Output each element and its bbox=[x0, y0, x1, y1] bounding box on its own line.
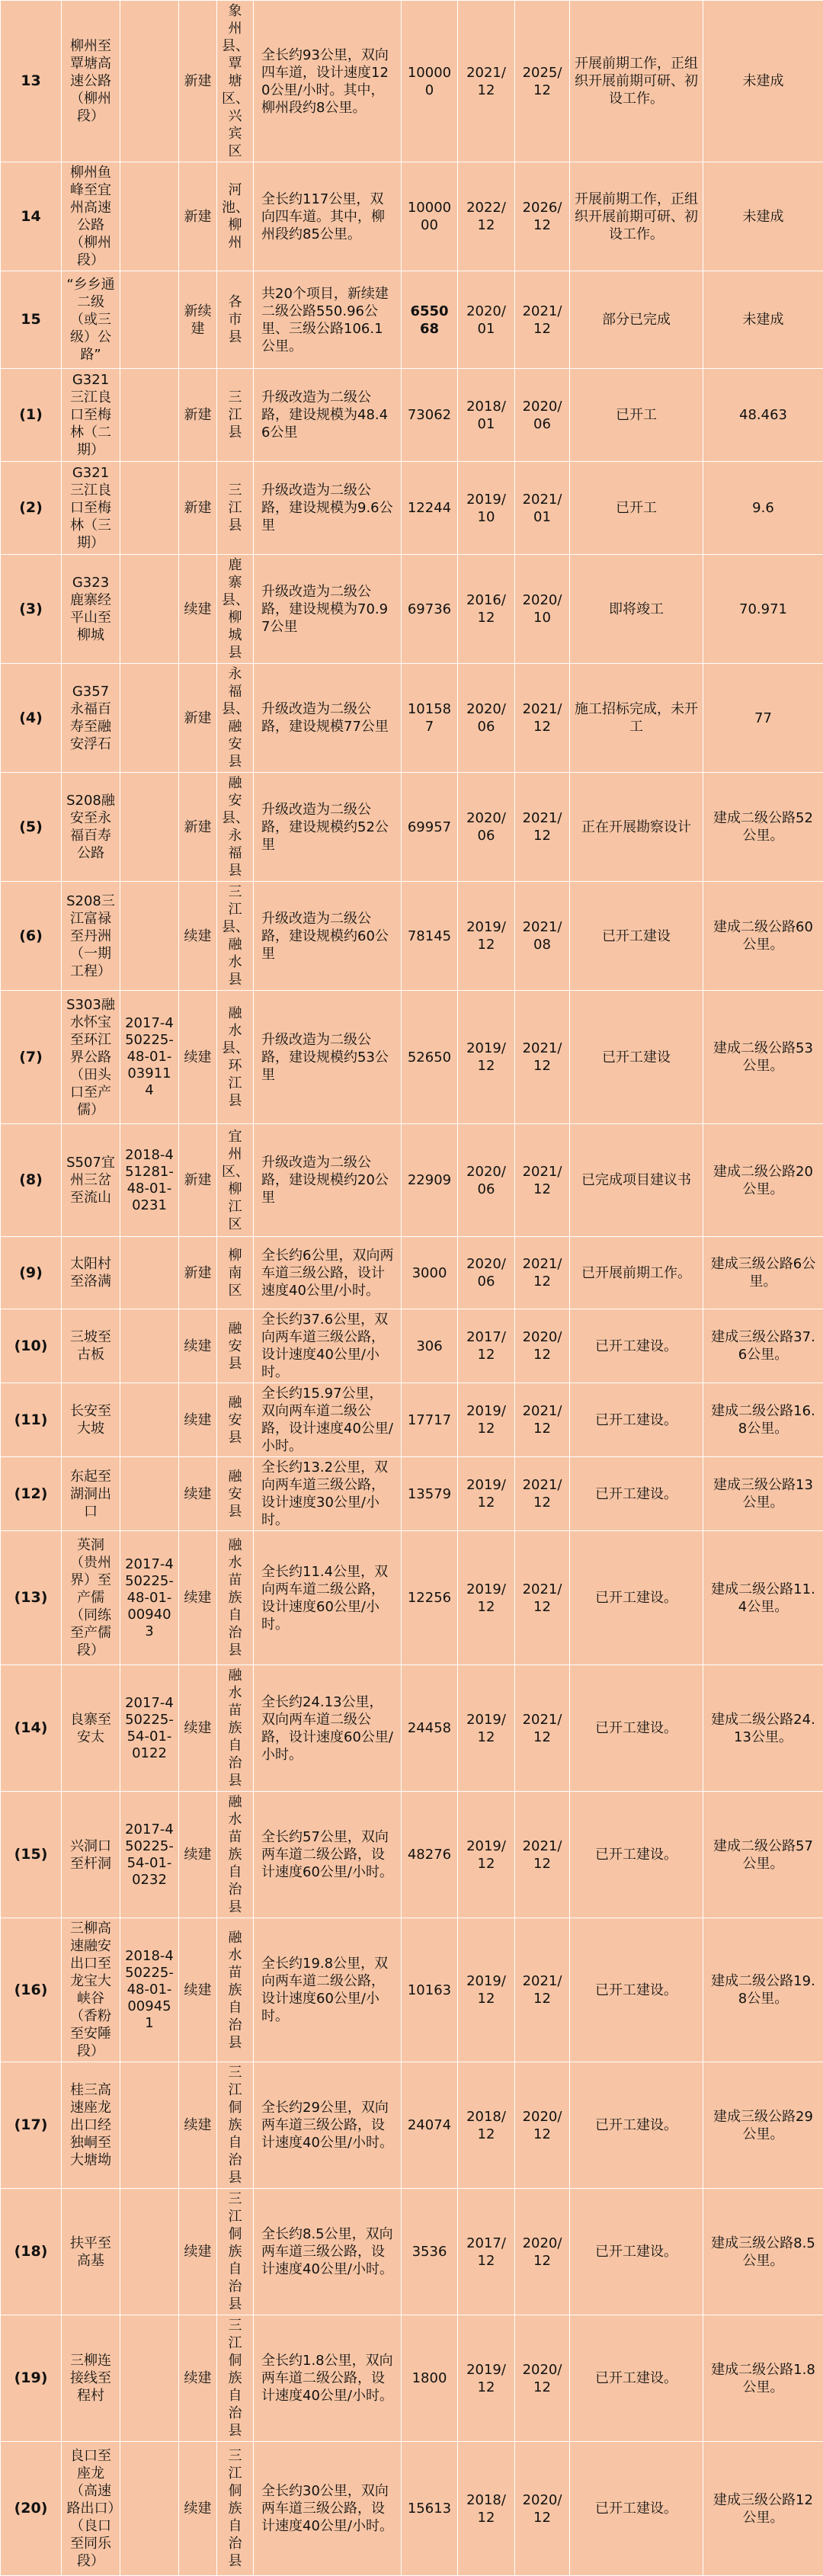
location: 三江县 bbox=[217, 369, 254, 462]
project-code bbox=[120, 882, 179, 991]
progress-status: 已开工 bbox=[570, 462, 703, 555]
total-investment: 15613 bbox=[402, 2442, 458, 2576]
start-date: 2018/12 bbox=[458, 2442, 515, 2576]
row-index: (2) bbox=[1, 462, 62, 555]
table-row bbox=[1, 664, 823, 773]
total-investment: 73062 bbox=[402, 369, 458, 462]
location: 融水苗族自治县 bbox=[217, 1665, 254, 1792]
construction-scale: 全长约6公里，双向两车道三级公路，设计速度40公里/小时。 bbox=[254, 1237, 402, 1309]
project-code bbox=[120, 1, 179, 162]
start-date: 2021/12 bbox=[458, 1, 515, 162]
location: 三江侗族自治县 bbox=[217, 2189, 254, 2315]
project-name: 柳州鱼峰至宜州高速公路（柳州段） bbox=[62, 162, 120, 271]
progress-status: 已开工建设。 bbox=[570, 2442, 703, 2576]
table-row bbox=[1, 1309, 823, 1383]
table-row bbox=[1, 271, 823, 369]
project-code bbox=[120, 2189, 179, 2315]
completion-result: 建成二级公路60公里。 bbox=[703, 882, 823, 991]
project-name: G357永福百寿至融安浮石 bbox=[62, 664, 120, 773]
start-date: 2019/12 bbox=[458, 1457, 515, 1531]
table-row bbox=[1, 1918, 823, 2062]
location: 永福县、融安县 bbox=[217, 664, 254, 773]
total-investment: 78145 bbox=[402, 882, 458, 991]
construction-type: 续建 bbox=[179, 555, 217, 664]
row-index: (18) bbox=[1, 2189, 62, 2315]
start-date: 2017/12 bbox=[458, 2189, 515, 2315]
project-code bbox=[120, 162, 179, 271]
construction-type: 续建 bbox=[179, 2315, 217, 2442]
project-name: 三柳连接线至程村 bbox=[62, 2315, 120, 2442]
end-date: 2020/12 bbox=[515, 2442, 570, 2576]
construction-type: 续建 bbox=[179, 1457, 217, 1531]
progress-status: 已开展前期工作。 bbox=[570, 1237, 703, 1309]
construction-scale: 升级改造为二级公路，建设规模为48.46公里 bbox=[254, 369, 402, 462]
start-date: 2019/12 bbox=[458, 991, 515, 1124]
construction-type: 续建 bbox=[179, 1918, 217, 2062]
project-code bbox=[120, 664, 179, 773]
completion-result: 48.463 bbox=[703, 369, 823, 462]
start-date: 2019/12 bbox=[458, 1918, 515, 2062]
completion-result: 建成二级公路57公里。 bbox=[703, 1792, 823, 1918]
progress-status: 已开工建设。 bbox=[570, 1792, 703, 1918]
total-investment: 3536 bbox=[402, 2189, 458, 2315]
location: 融安县 bbox=[217, 1383, 254, 1457]
project-code bbox=[120, 1237, 179, 1309]
project-code bbox=[120, 1457, 179, 1531]
construction-type: 新续建 bbox=[179, 271, 217, 369]
total-investment: 52650 bbox=[402, 991, 458, 1124]
project-name: 英洞（贵州界）至产儒（同练至产儒段） bbox=[62, 1531, 120, 1665]
project-code bbox=[120, 555, 179, 664]
construction-scale: 升级改造为二级公路，建设规模77公里 bbox=[254, 664, 402, 773]
start-date: 2020/06 bbox=[458, 664, 515, 773]
project-code: 2017-450225-48-01-009403 bbox=[120, 1531, 179, 1665]
table-row bbox=[1, 2442, 823, 2576]
total-investment: 24458 bbox=[402, 1665, 458, 1792]
progress-status: 已开工建设 bbox=[570, 882, 703, 991]
construction-scale: 升级改造为二级公路，建设规模约52公里 bbox=[254, 773, 402, 882]
table-row bbox=[1, 162, 823, 271]
end-date: 2021/12 bbox=[515, 1124, 570, 1237]
project-code bbox=[120, 271, 179, 369]
project-name: S208融安至永福百寿公路 bbox=[62, 773, 120, 882]
end-date: 2026/12 bbox=[515, 162, 570, 271]
table-row bbox=[1, 2062, 823, 2189]
table-row bbox=[1, 991, 823, 1124]
row-index: (10) bbox=[1, 1309, 62, 1383]
location: 融安县 bbox=[217, 1457, 254, 1531]
project-code: 2017-450225-48-01-039114 bbox=[120, 991, 179, 1124]
total-investment: 100000 bbox=[402, 1, 458, 162]
project-code bbox=[120, 1383, 179, 1457]
row-index: (14) bbox=[1, 1665, 62, 1792]
construction-type: 新建 bbox=[179, 369, 217, 462]
total-investment: 655068 bbox=[402, 271, 458, 369]
start-date: 2019/10 bbox=[458, 462, 515, 555]
construction-scale: 全长约37.6公里，双向两车道三级公路，设计速度40公里/小时。 bbox=[254, 1309, 402, 1383]
row-index: (19) bbox=[1, 2315, 62, 2442]
end-date: 2020/10 bbox=[515, 555, 570, 664]
table-row bbox=[1, 1457, 823, 1531]
completion-result: 未建成 bbox=[703, 271, 823, 369]
row-index: (13) bbox=[1, 1531, 62, 1665]
completion-result: 建成三级公路6公里。 bbox=[703, 1237, 823, 1309]
table-row bbox=[1, 462, 823, 555]
construction-scale: 升级改造为二级公路，建设规模约60公里 bbox=[254, 882, 402, 991]
completion-result: 建成二级公路52公里。 bbox=[703, 773, 823, 882]
completion-result: 建成三级公路29公里。 bbox=[703, 2062, 823, 2189]
construction-scale: 全长约57公里，双向两车道二级公路，设计速度60公里/小时。 bbox=[254, 1792, 402, 1918]
start-date: 2016/12 bbox=[458, 555, 515, 664]
progress-status: 已开工建设 bbox=[570, 991, 703, 1124]
completion-result: 70.971 bbox=[703, 555, 823, 664]
location: 三江县、融水县 bbox=[217, 882, 254, 991]
location: 三江县 bbox=[217, 462, 254, 555]
project-code bbox=[120, 773, 179, 882]
project-name: 三柳高速融安出口至龙宝大峡谷（香粉至安陲段） bbox=[62, 1918, 120, 2062]
location: 三江侗族自治县 bbox=[217, 2062, 254, 2189]
end-date: 2020/12 bbox=[515, 2062, 570, 2189]
table-row bbox=[1, 555, 823, 664]
project-name: 太阳村至洛满 bbox=[62, 1237, 120, 1309]
end-date: 2021/12 bbox=[515, 1665, 570, 1792]
table-row bbox=[1, 2189, 823, 2315]
location: 融水县、环江县 bbox=[217, 991, 254, 1124]
location: 象州县、覃塘区、兴宾区 bbox=[217, 1, 254, 162]
progress-status: 已开工建设。 bbox=[570, 2315, 703, 2442]
end-date: 2020/12 bbox=[515, 2189, 570, 2315]
project-code bbox=[120, 1309, 179, 1383]
completion-result: 建成二级公路53公里。 bbox=[703, 991, 823, 1124]
end-date: 2021/12 bbox=[515, 1918, 570, 2062]
end-date: 2021/12 bbox=[515, 773, 570, 882]
construction-type: 续建 bbox=[179, 1665, 217, 1792]
progress-status: 已开工建设。 bbox=[570, 1383, 703, 1457]
project-name: G321三江良口至梅林（三期） bbox=[62, 462, 120, 555]
completion-result: 建成二级公路1.8公里。 bbox=[703, 2315, 823, 2442]
total-investment: 69736 bbox=[402, 555, 458, 664]
completion-result: 建成三级公路13公里。 bbox=[703, 1457, 823, 1531]
start-date: 2019/12 bbox=[458, 1665, 515, 1792]
project-code bbox=[120, 2062, 179, 2189]
construction-scale: 全长约24.13公里，双向两车道二级公路，设计速度60公里/小时。 bbox=[254, 1665, 402, 1792]
construction-scale: 全长约93公里，双向四车道，设计速度120公里/小时。其中，柳州段约8公里。 bbox=[254, 1, 402, 162]
start-date: 2019/12 bbox=[458, 1383, 515, 1457]
total-investment: 13579 bbox=[402, 1457, 458, 1531]
end-date: 2021/12 bbox=[515, 1792, 570, 1918]
construction-type: 续建 bbox=[179, 2189, 217, 2315]
construction-scale: 全长约117公里，双向四车道。其中，柳州段约85公里。 bbox=[254, 162, 402, 271]
end-date: 2020/12 bbox=[515, 1309, 570, 1383]
construction-scale: 全长约11.4公里，双向两车道二级公路，设计速度60公里/小时。 bbox=[254, 1531, 402, 1665]
total-investment: 3000 bbox=[402, 1237, 458, 1309]
project-code: 2018-451281-48-01-0231 bbox=[120, 1124, 179, 1237]
total-investment: 24074 bbox=[402, 2062, 458, 2189]
total-investment: 306 bbox=[402, 1309, 458, 1383]
row-index: (3) bbox=[1, 555, 62, 664]
location: 三江侗族自治县 bbox=[217, 2315, 254, 2442]
start-date: 2018/01 bbox=[458, 369, 515, 462]
construction-scale: 升级改造为二级公路，建设规模为70.97公里 bbox=[254, 555, 402, 664]
completion-result: 建成三级公路37.6公里。 bbox=[703, 1309, 823, 1383]
start-date: 2022/12 bbox=[458, 162, 515, 271]
project-name: “乡乡通二级（或三级）公路” bbox=[62, 271, 120, 369]
completion-result: 建成二级公路24.13公里。 bbox=[703, 1665, 823, 1792]
project-name: G323鹿寨经平山至柳城 bbox=[62, 555, 120, 664]
row-index: 15 bbox=[1, 271, 62, 369]
completion-result: 建成二级公路11.4公里。 bbox=[703, 1531, 823, 1665]
location: 融水苗族自治县 bbox=[217, 1531, 254, 1665]
progress-status: 已完成项目建议书 bbox=[570, 1124, 703, 1237]
row-index: (4) bbox=[1, 664, 62, 773]
construction-type: 新建 bbox=[179, 1, 217, 162]
completion-result: 建成三级公路12公里。 bbox=[703, 2442, 823, 2576]
construction-type: 新建 bbox=[179, 462, 217, 555]
construction-type: 新建 bbox=[179, 1124, 217, 1237]
construction-scale: 全长约13.2公里，双向两车道三级公路，设计速度30公里/小时。 bbox=[254, 1457, 402, 1531]
location: 各市县 bbox=[217, 271, 254, 369]
construction-type: 新建 bbox=[179, 664, 217, 773]
project-code: 2017-450225-54-01-0122 bbox=[120, 1665, 179, 1792]
project-code bbox=[120, 462, 179, 555]
row-index: (20) bbox=[1, 2442, 62, 2576]
completion-result: 9.6 bbox=[703, 462, 823, 555]
progress-status: 已开工建设。 bbox=[570, 1457, 703, 1531]
total-investment: 17717 bbox=[402, 1383, 458, 1457]
end-date: 2021/12 bbox=[515, 991, 570, 1124]
construction-scale: 共20个项目，新续建二级公路550.96公里、三级公路106.1公里。 bbox=[254, 271, 402, 369]
project-name: 良口至座龙（高速路出口）（良口至同乐段） bbox=[62, 2442, 120, 2576]
completion-result: 建成三级公路8.5公里。 bbox=[703, 2189, 823, 2315]
construction-type: 新建 bbox=[179, 1237, 217, 1309]
table-row bbox=[1, 773, 823, 882]
table-row bbox=[1, 1237, 823, 1309]
end-date: 2020/12 bbox=[515, 2315, 570, 2442]
table-row bbox=[1, 1, 823, 162]
construction-scale: 全长约8.5公里，双向两车道三级公路，设计速度40公里/小时。 bbox=[254, 2189, 402, 2315]
end-date: 2025/12 bbox=[515, 1, 570, 162]
project-code bbox=[120, 369, 179, 462]
start-date: 2020/06 bbox=[458, 773, 515, 882]
project-name: S303融水怀宝至环江界公路（田头口至产儒） bbox=[62, 991, 120, 1124]
end-date: 2021/12 bbox=[515, 664, 570, 773]
row-index: (9) bbox=[1, 1237, 62, 1309]
total-investment: 22909 bbox=[402, 1124, 458, 1237]
construction-type: 续建 bbox=[179, 1309, 217, 1383]
construction-type: 续建 bbox=[179, 2062, 217, 2189]
row-index: (6) bbox=[1, 882, 62, 991]
start-date: 2020/01 bbox=[458, 271, 515, 369]
total-investment: 12244 bbox=[402, 462, 458, 555]
end-date: 2020/06 bbox=[515, 369, 570, 462]
progress-status: 已开工 bbox=[570, 369, 703, 462]
construction-type: 续建 bbox=[179, 991, 217, 1124]
start-date: 2019/12 bbox=[458, 882, 515, 991]
project-name: 兴洞口至杆洞 bbox=[62, 1792, 120, 1918]
end-date: 2021/12 bbox=[515, 1383, 570, 1457]
location: 宜州区、柳江区 bbox=[217, 1124, 254, 1237]
location: 河池、柳州 bbox=[217, 162, 254, 271]
total-investment: 101587 bbox=[402, 664, 458, 773]
project-code: 2017-450225-54-01-0232 bbox=[120, 1792, 179, 1918]
project-name: 长安至大坡 bbox=[62, 1383, 120, 1457]
construction-scale: 升级改造为二级公路，建设规模约53公里 bbox=[254, 991, 402, 1124]
row-index: (15) bbox=[1, 1792, 62, 1918]
location: 融安县、永福县 bbox=[217, 773, 254, 882]
location: 鹿寨县、柳城县 bbox=[217, 555, 254, 664]
total-investment: 12256 bbox=[402, 1531, 458, 1665]
project-name: S507宜州三岔至流山 bbox=[62, 1124, 120, 1237]
start-date: 2020/06 bbox=[458, 1124, 515, 1237]
table-row bbox=[1, 2315, 823, 2442]
location: 融安县 bbox=[217, 1309, 254, 1383]
project-code: 2018-450225-48-01-009451 bbox=[120, 1918, 179, 2062]
start-date: 2020/06 bbox=[458, 1237, 515, 1309]
table-row bbox=[1, 369, 823, 462]
project-name: 良寨至安太 bbox=[62, 1665, 120, 1792]
project-name: 桂三高速座龙出口经独峒至大塘坳 bbox=[62, 2062, 120, 2189]
construction-scale: 升级改造为二级公路，建设规模为9.6公里 bbox=[254, 462, 402, 555]
total-investment: 10163 bbox=[402, 1918, 458, 2062]
completion-result: 建成二级公路20公里。 bbox=[703, 1124, 823, 1237]
construction-scale: 全长约15.97公里，双向两车道二级公路，设计速度40公里/小时。 bbox=[254, 1383, 402, 1457]
progress-status: 已开工建设。 bbox=[570, 1531, 703, 1665]
project-name: 三坡至古板 bbox=[62, 1309, 120, 1383]
row-index: 13 bbox=[1, 1, 62, 162]
table-row bbox=[1, 1792, 823, 1918]
start-date: 2018/12 bbox=[458, 2062, 515, 2189]
construction-type: 续建 bbox=[179, 1792, 217, 1918]
progress-status: 已开工建设。 bbox=[570, 1665, 703, 1792]
construction-type: 续建 bbox=[179, 2442, 217, 2576]
construction-type: 新建 bbox=[179, 162, 217, 271]
progress-status: 已开工建设。 bbox=[570, 2189, 703, 2315]
table-row bbox=[1, 1383, 823, 1457]
start-date: 2019/12 bbox=[458, 2315, 515, 2442]
row-index: (12) bbox=[1, 1457, 62, 1531]
end-date: 2021/12 bbox=[515, 271, 570, 369]
location: 三江侗族自治县 bbox=[217, 2442, 254, 2576]
construction-scale: 全长约29公里，双向两车道三级公路，设计速度40公里/小时。 bbox=[254, 2062, 402, 2189]
completion-result: 建成二级公路19.8公里。 bbox=[703, 1918, 823, 2062]
project-code bbox=[120, 2442, 179, 2576]
project-name: G321三江良口至梅林（二期） bbox=[62, 369, 120, 462]
total-investment: 69957 bbox=[402, 773, 458, 882]
project-name: S208三江富禄至丹洲（一期工程） bbox=[62, 882, 120, 991]
progress-status: 已开工建设。 bbox=[570, 2062, 703, 2189]
progress-status: 已开工建设。 bbox=[570, 1918, 703, 2062]
table-row bbox=[1, 1531, 823, 1665]
location: 融水苗族自治县 bbox=[217, 1792, 254, 1918]
project-code bbox=[120, 2315, 179, 2442]
completion-result: 建成二级公路16.8公里。 bbox=[703, 1383, 823, 1457]
location: 柳南区 bbox=[217, 1237, 254, 1309]
progress-status: 正在开展勘察设计 bbox=[570, 773, 703, 882]
progress-status: 部分已完成 bbox=[570, 271, 703, 369]
row-index: (8) bbox=[1, 1124, 62, 1237]
construction-scale: 全长约1.8公里，双向两车道二级公路，设计速度40公里/小时。 bbox=[254, 2315, 402, 2442]
progress-status: 开展前期工作，正组织开展前期可研、初设工作。 bbox=[570, 1, 703, 162]
project-name: 东起至湖洞出口 bbox=[62, 1457, 120, 1531]
end-date: 2021/01 bbox=[515, 462, 570, 555]
construction-scale: 全长约19.8公里，双向两车道二级公路，设计速度60公里/小时。 bbox=[254, 1918, 402, 2062]
row-index: (1) bbox=[1, 369, 62, 462]
end-date: 2021/08 bbox=[515, 882, 570, 991]
end-date: 2021/12 bbox=[515, 1531, 570, 1665]
construction-scale: 升级改造为二级公路，建设规模约20公里 bbox=[254, 1124, 402, 1237]
start-date: 2019/12 bbox=[458, 1531, 515, 1665]
completion-result: 77 bbox=[703, 664, 823, 773]
progress-status: 即将竣工 bbox=[570, 555, 703, 664]
table-row bbox=[1, 1665, 823, 1792]
construction-scale: 全长约30公里，双向两车道三级公路，设计速度40公里/小时。 bbox=[254, 2442, 402, 2576]
table-row bbox=[1, 1124, 823, 1237]
row-index: 14 bbox=[1, 162, 62, 271]
project-name: 柳州至覃塘高速公路（柳州段） bbox=[62, 1, 120, 162]
total-investment: 48276 bbox=[402, 1792, 458, 1918]
completion-result: 未建成 bbox=[703, 1, 823, 162]
row-index: (17) bbox=[1, 2062, 62, 2189]
completion-result: 未建成 bbox=[703, 162, 823, 271]
row-index: (16) bbox=[1, 1918, 62, 2062]
progress-status: 开展前期工作，正组织开展前期可研、初设工作。 bbox=[570, 162, 703, 271]
construction-type: 续建 bbox=[179, 1383, 217, 1457]
construction-type: 续建 bbox=[179, 882, 217, 991]
table-row bbox=[1, 882, 823, 991]
construction-type: 续建 bbox=[179, 1531, 217, 1665]
location: 融水苗族自治县 bbox=[217, 1918, 254, 2062]
row-index: (5) bbox=[1, 773, 62, 882]
construction-type: 新建 bbox=[179, 773, 217, 882]
progress-status: 已开工建设。 bbox=[570, 1309, 703, 1383]
end-date: 2021/12 bbox=[515, 1237, 570, 1309]
row-index: (11) bbox=[1, 1383, 62, 1457]
row-index: (7) bbox=[1, 991, 62, 1124]
progress-status: 施工招标完成，未开工 bbox=[570, 664, 703, 773]
total-investment: 1000000 bbox=[402, 162, 458, 271]
start-date: 2017/12 bbox=[458, 1309, 515, 1383]
total-investment: 1800 bbox=[402, 2315, 458, 2442]
project-name: 扶平至高基 bbox=[62, 2189, 120, 2315]
end-date: 2021/12 bbox=[515, 1457, 570, 1531]
start-date: 2019/12 bbox=[458, 1792, 515, 1918]
